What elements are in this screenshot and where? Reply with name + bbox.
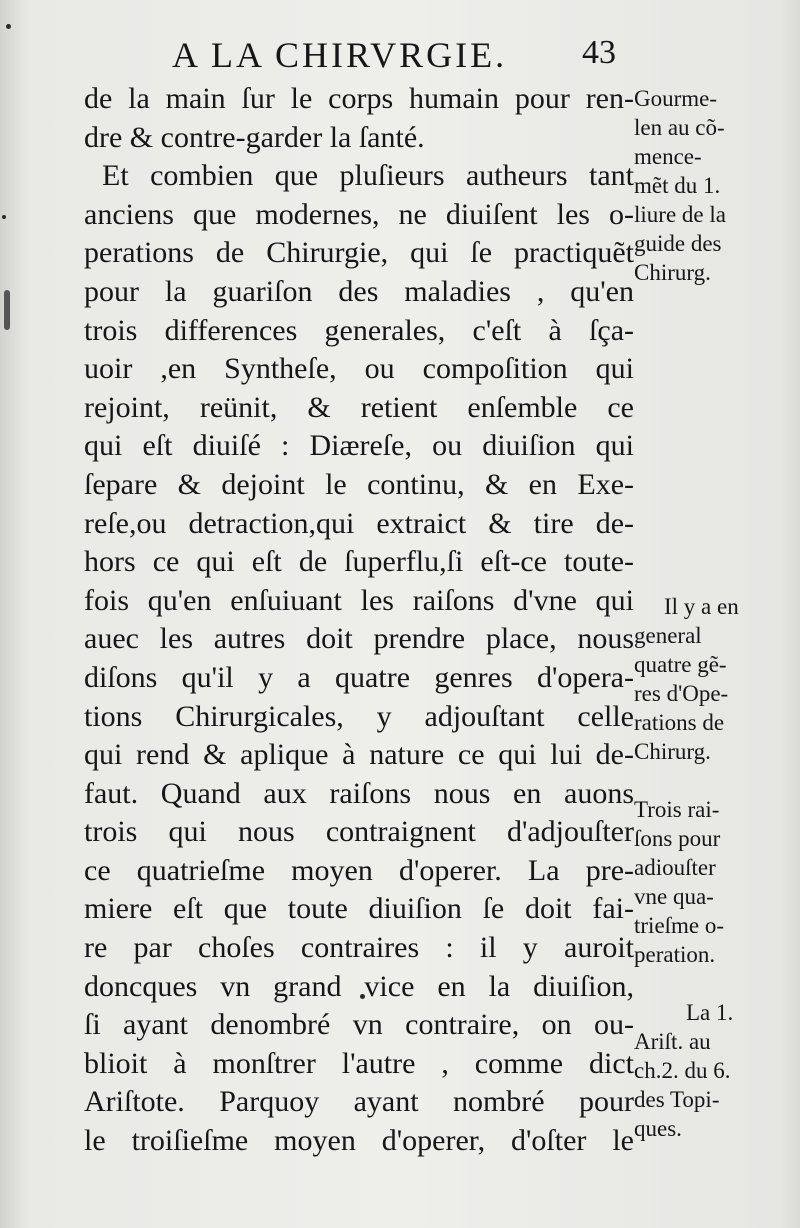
margin-note-line: Ariſt. au — [634, 1029, 711, 1054]
margin-note-line: general — [634, 623, 702, 648]
text-line: de la main ſur le corps humain pour ren- — [84, 82, 634, 115]
text-line: trois differences generales, c'eſt à ſça- — [84, 313, 634, 347]
text-line: tions Chirurgicales, y adjouſtant celle — [84, 699, 634, 733]
margin-note-line: La 1. — [686, 1000, 734, 1025]
text-line: ſi ayant denombré vn contraire, on ou- — [84, 1008, 634, 1042]
margin-note-line: vne qua- — [634, 884, 714, 909]
text-line: faut. Quand aux raiſons nous en auons — [84, 776, 634, 810]
text-line: hors ce qui eſt de ſuperflu,ſi eſt-ce toute- — [84, 545, 634, 579]
text-line: ce quatrieſme moyen d'operer. La pre- — [84, 853, 634, 887]
margin-note-line: len au cõ- — [634, 115, 725, 140]
text-line: trois qui nous contraignent d'adjouſter — [84, 815, 634, 849]
margin-note — [634, 1027, 730, 1143]
running-title: A LA CHIRVRGIE. — [172, 35, 508, 75]
text-line: perations de Chirurgie, qui ſe practiquẽt — [84, 236, 634, 270]
ink-speck — [2, 215, 6, 219]
margin-note — [634, 795, 724, 969]
margin-note-line: res d'Ope- — [634, 681, 729, 706]
text-line: qui eſt diuiſé : Diæreſe, ou diuiſion qui — [84, 429, 634, 463]
margin-note-line: mẽt du 1. — [634, 173, 721, 198]
text-line: re par choſes contraires : il y auroit — [84, 931, 634, 965]
margin-note — [634, 84, 726, 287]
margin-note-line: trieſme o- — [634, 913, 725, 938]
text-line: ſepare & dejoint le continu, & en Exe- — [84, 467, 634, 501]
margin-note-line: peration. — [634, 942, 716, 967]
text-line: uoir ,en Syntheſe, ou compoſition qui — [84, 352, 634, 386]
margin-note-line: Il y a en — [664, 594, 739, 619]
margin-note-line: Gourme- — [634, 86, 718, 111]
margin-note-line: Chirurg. — [634, 260, 711, 285]
text-line: qui rend & aplique à nature ce qui lui de- — [84, 738, 634, 772]
text-line: Et combien que pluſieurs autheurs tant — [102, 159, 634, 193]
margin-note-line: liure de la — [634, 202, 726, 227]
body-text — [84, 80, 634, 1161]
text-line: doncques vn grand vice en la diuiſion, — [84, 969, 634, 1003]
margin-note-line: Chirurg. — [634, 739, 711, 764]
margin-note-line: adiouſter — [634, 855, 716, 880]
text-line: miere eſt que toute diuiſion ſe doit fai- — [84, 892, 634, 926]
margin-note — [686, 998, 733, 1027]
margin-note-line: rations de — [634, 710, 725, 735]
text-line: le troiſieſme moyen d'operer, d'oſter le — [84, 1124, 634, 1158]
text-line: blioit à monſtrer l'autre , comme dict — [84, 1046, 634, 1080]
margin-note-line: ch.2. du 6. — [634, 1058, 731, 1083]
text-line: reſe,ou detraction,qui extraict & tire de- — [84, 506, 634, 540]
page-number: 43 — [582, 34, 616, 71]
text-line: pour la guariſon des maladies , qu'en — [84, 274, 634, 308]
text-line: Ariſtote. Parquoy ayant nombré pour — [84, 1085, 634, 1119]
text-line: fois qu'en enſuiuant les raiſons d'vne qui — [84, 583, 634, 617]
text-line: anciens que modernes, ne diuiſent les o- — [84, 197, 634, 231]
ink-speck — [6, 24, 11, 29]
page-header — [172, 34, 632, 84]
margin-note-line: mence- — [634, 144, 702, 169]
ink-speck — [4, 290, 10, 330]
margin-note-line: Trois rai- — [634, 797, 720, 822]
text-line: diſons qu'il y a quatre genres d'opera- — [84, 660, 634, 694]
margin-note-line: ſons pour — [634, 826, 721, 851]
margin-note-line: des Topi- — [634, 1087, 720, 1112]
margin-note — [634, 621, 728, 766]
text-line: rejoint, reünit, & retient enſemble ce — [84, 390, 634, 424]
text-line: auec les autres doit prendre place, nous — [84, 622, 634, 656]
text-line: dre & contre-garder la ſanté. — [84, 120, 425, 154]
margin-note-line: guide des — [634, 231, 722, 256]
margin-note-line: ques. — [634, 1116, 682, 1141]
margin-note-line: quatre gẽ- — [634, 652, 727, 677]
margin-note — [664, 592, 739, 621]
